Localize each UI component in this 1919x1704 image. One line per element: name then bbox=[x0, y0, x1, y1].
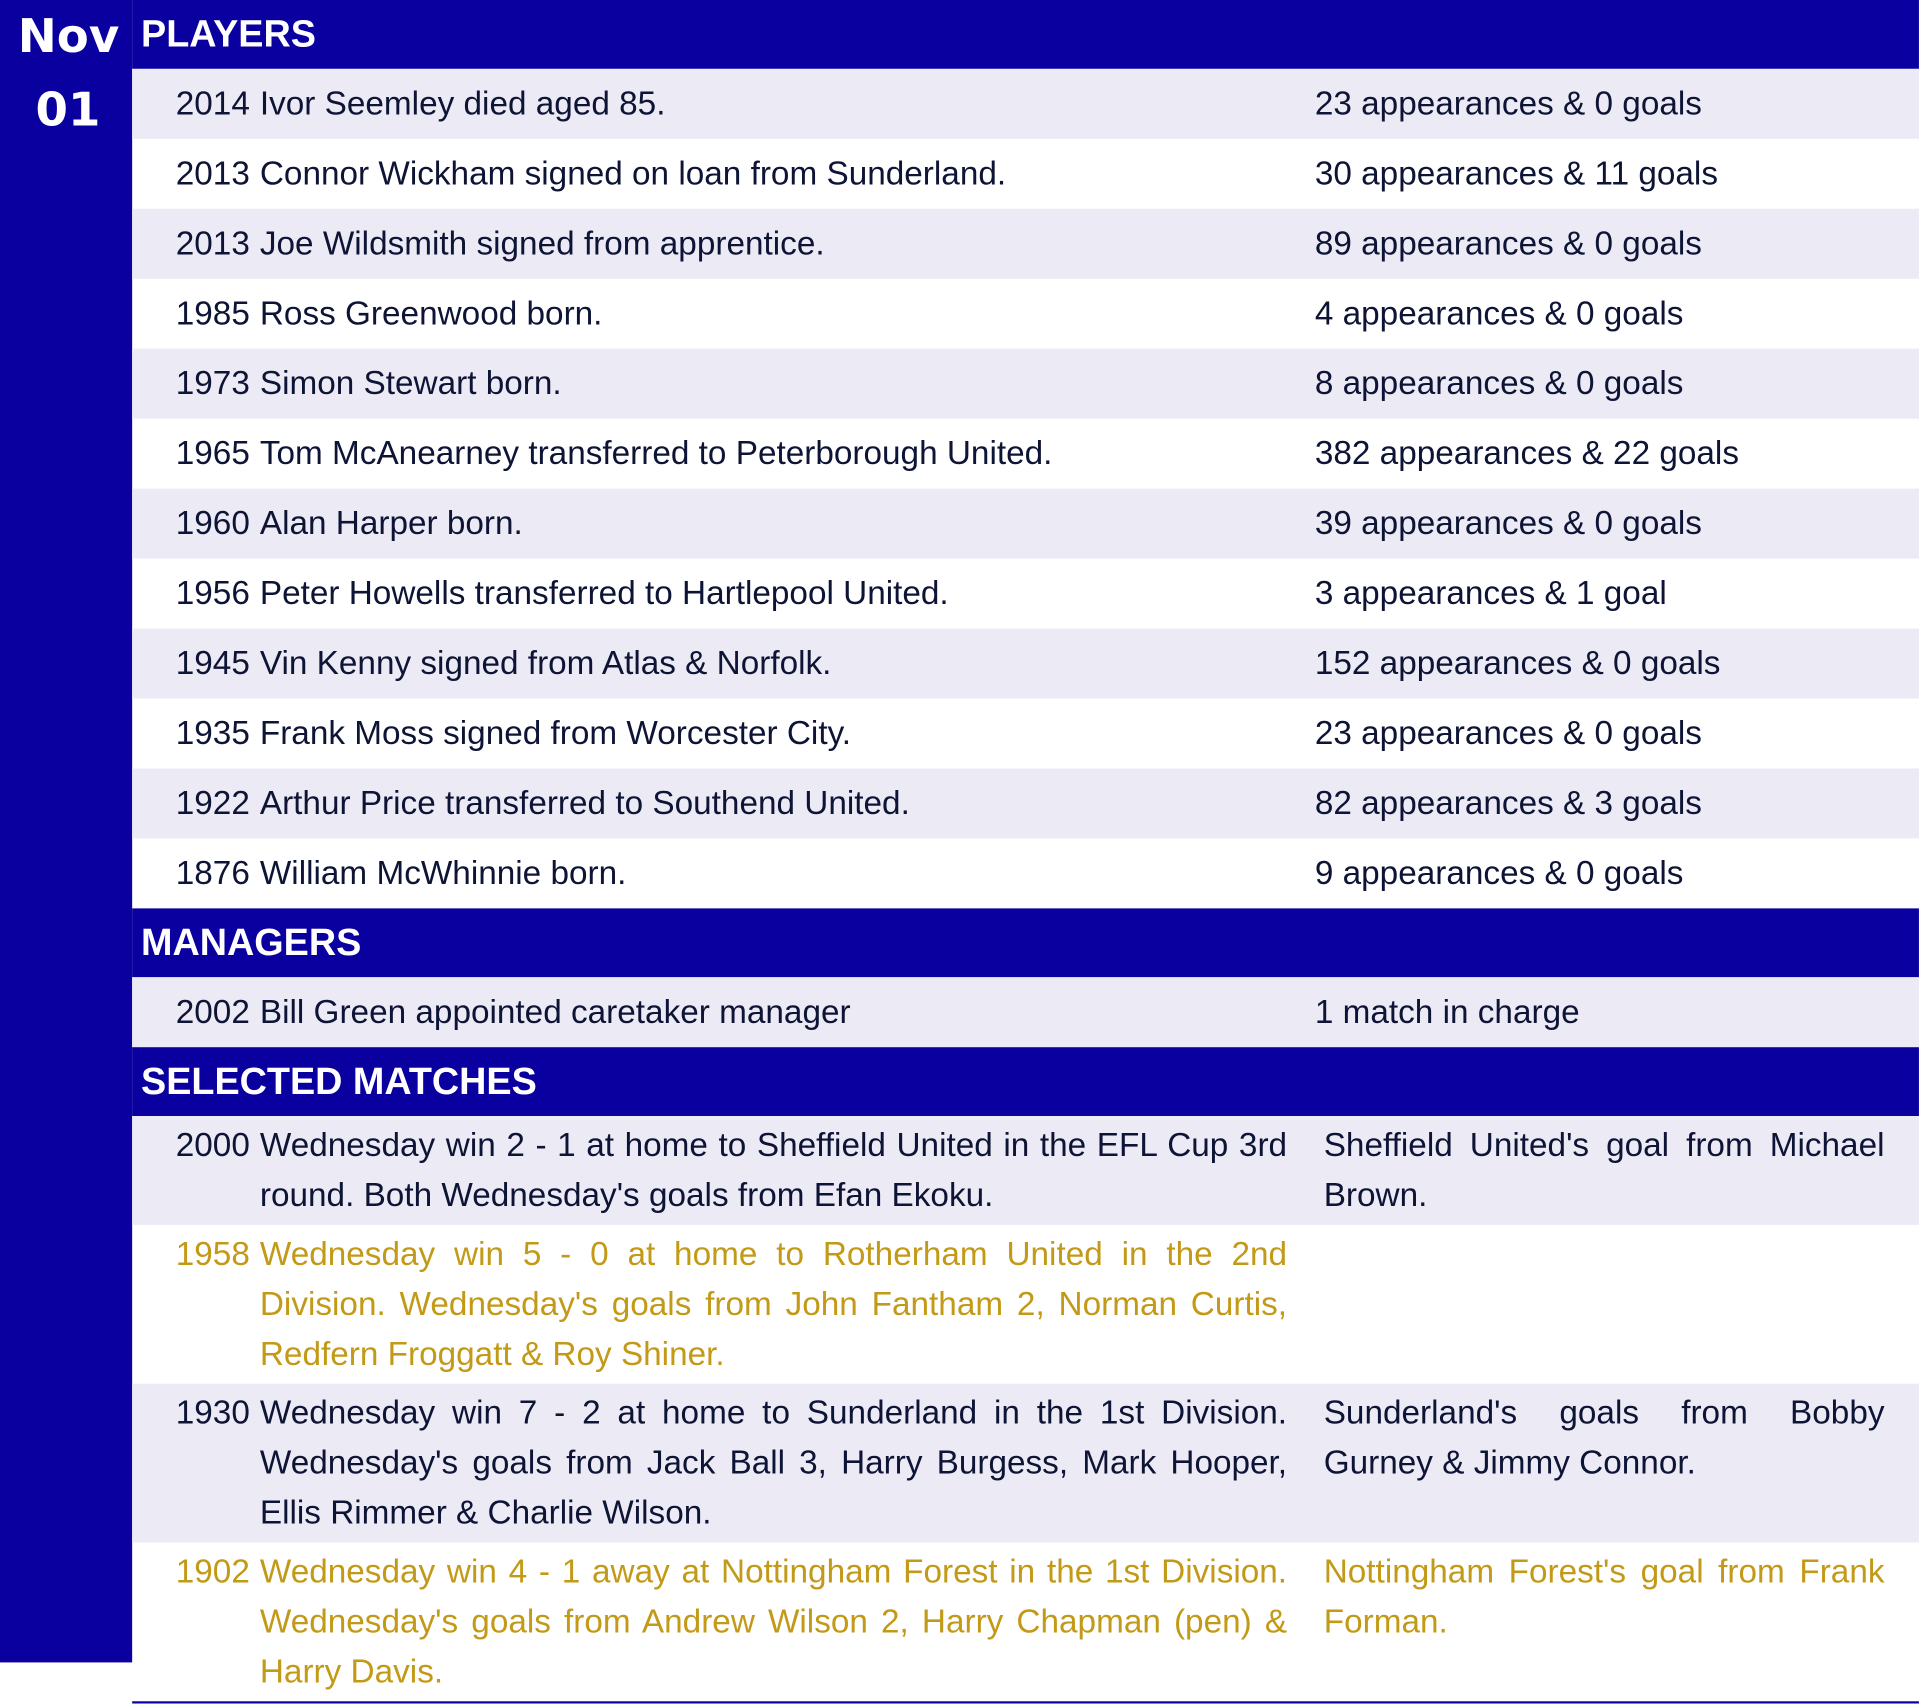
table-row bbox=[132, 209, 1919, 279]
date-month: Nov bbox=[17, 8, 120, 64]
match-text: Wednesday win 4 - 1 away at Nottingham Forest in the 1st Division. Wednesday's goals from Andrew Wilson 2, Harry Chapman (pen) & Harry Davis. bbox=[259, 1553, 1288, 1691]
row-year: 1922 bbox=[175, 784, 250, 822]
match-stat: Nottingham Forest's goal from Frank Forman. bbox=[1323, 1553, 1885, 1641]
table-row bbox=[132, 768, 1919, 838]
table-row bbox=[132, 559, 1919, 629]
row-stat: 8 appearances & 0 goals bbox=[1314, 364, 1684, 402]
row-stat: 23 appearances & 0 goals bbox=[1314, 84, 1702, 122]
row-year: 1985 bbox=[175, 294, 250, 332]
table-row bbox=[132, 139, 1919, 209]
match-year: 1930 bbox=[175, 1394, 250, 1432]
row-stat: 82 appearances & 3 goals bbox=[1314, 784, 1702, 822]
match-year: 1902 bbox=[175, 1553, 250, 1591]
match-row bbox=[132, 1225, 1919, 1384]
match-stat: Sheffield United's goal from Michael Brown. bbox=[1323, 1127, 1885, 1214]
row-stat: 39 appearances & 0 goals bbox=[1314, 504, 1702, 542]
managers-list bbox=[132, 977, 1919, 1047]
table-row bbox=[132, 977, 1919, 1047]
table-row bbox=[132, 699, 1919, 769]
match-year: 1958 bbox=[175, 1235, 250, 1273]
row-year: 1973 bbox=[175, 364, 250, 402]
match-text: Wednesday win 2 - 1 at home to Sheffield United in the EFL Cup 3rd round. Both Wednesday's goals from Efan Ekoku. bbox=[259, 1127, 1288, 1214]
row-year: 1876 bbox=[175, 854, 250, 892]
row-year: 2002 bbox=[175, 993, 250, 1030]
date-day: 01 bbox=[35, 82, 101, 137]
row-stat: 30 appearances & 11 goals bbox=[1314, 154, 1718, 192]
row-text: Arthur Price transferred to Southend United. bbox=[259, 784, 910, 822]
row-text: William McWhinnie born. bbox=[259, 854, 627, 892]
row-text: Bill Green appointed caretaker manager bbox=[259, 993, 851, 1030]
row-stat: 152 appearances & 0 goals bbox=[1314, 644, 1721, 682]
table-row bbox=[132, 838, 1919, 908]
row-text: Ivor Seemley died aged 85. bbox=[259, 84, 666, 122]
row-text: Ross Greenwood born. bbox=[259, 294, 603, 332]
match-text: Wednesday win 7 - 2 at home to Sunderland in the 1st Division. Wednesday's goals from Jack Ball 3, Harry Burgess, Mark Hooper, Ellis Rimmer & Charlie Wilson. bbox=[259, 1394, 1288, 1532]
match-row bbox=[132, 1542, 1919, 1701]
table-row bbox=[132, 69, 1919, 139]
matches-header: SELECTED MATCHES bbox=[132, 1047, 1919, 1116]
row-text: Joe Wildsmith signed from apprentice. bbox=[259, 224, 825, 262]
row-year: 1935 bbox=[175, 714, 250, 752]
table-row bbox=[132, 489, 1919, 559]
match-row bbox=[132, 1116, 1919, 1225]
row-stat: 4 appearances & 0 goals bbox=[1314, 294, 1684, 332]
row-text: Vin Kenny signed from Atlas & Norfolk. bbox=[259, 644, 832, 682]
row-stat: 9 appearances & 0 goals bbox=[1314, 854, 1684, 892]
match-stat bbox=[1287, 1229, 1884, 1379]
players-header: PLAYERS bbox=[132, 0, 1919, 69]
row-year: 2014 bbox=[175, 84, 250, 122]
managers-header: MANAGERS bbox=[132, 908, 1919, 977]
row-text: Simon Stewart born. bbox=[259, 364, 562, 402]
bottom-divider bbox=[132, 1701, 1919, 1703]
row-year: 1945 bbox=[175, 644, 250, 682]
row-stat: 23 appearances & 0 goals bbox=[1314, 714, 1702, 752]
row-stat: 382 appearances & 22 goals bbox=[1314, 434, 1740, 472]
match-year: 2000 bbox=[175, 1127, 250, 1164]
row-text: Tom McAnearney transferred to Peterborough United. bbox=[259, 434, 1053, 472]
match-text: Wednesday win 5 - 0 at home to Rotherham United in the 2nd Division. Wednesday's goals from John Fantham 2, Norman Curtis, Redfern Froggatt & Roy Shiner. bbox=[259, 1235, 1288, 1373]
row-text: Connor Wickham signed on loan from Sunderland. bbox=[259, 154, 1007, 192]
matches-list bbox=[132, 1116, 1919, 1701]
players-list bbox=[132, 69, 1919, 909]
row-text: Alan Harper born. bbox=[259, 504, 523, 542]
row-year: 2013 bbox=[175, 224, 250, 262]
row-stat: 1 match in charge bbox=[1314, 993, 1580, 1030]
table-row bbox=[132, 419, 1919, 489]
table-row bbox=[132, 349, 1919, 419]
table-row bbox=[132, 279, 1919, 349]
match-stat: Sunderland's goals from Bobby Gurney & Jimmy Connor. bbox=[1323, 1394, 1885, 1482]
match-row bbox=[132, 1384, 1919, 1543]
row-text: Frank Moss signed from Worcester City. bbox=[259, 714, 852, 752]
row-year: 1956 bbox=[175, 574, 250, 612]
row-stat: 89 appearances & 0 goals bbox=[1314, 224, 1702, 262]
date-column bbox=[0, 0, 132, 1662]
row-stat: 3 appearances & 1 goal bbox=[1314, 574, 1667, 612]
row-year: 2013 bbox=[175, 154, 250, 192]
table-row bbox=[132, 629, 1919, 699]
main-content bbox=[132, 0, 1919, 1704]
row-year: 1960 bbox=[175, 504, 250, 542]
row-text: Peter Howells transferred to Hartlepool United. bbox=[259, 574, 949, 612]
row-year: 1965 bbox=[175, 434, 250, 472]
